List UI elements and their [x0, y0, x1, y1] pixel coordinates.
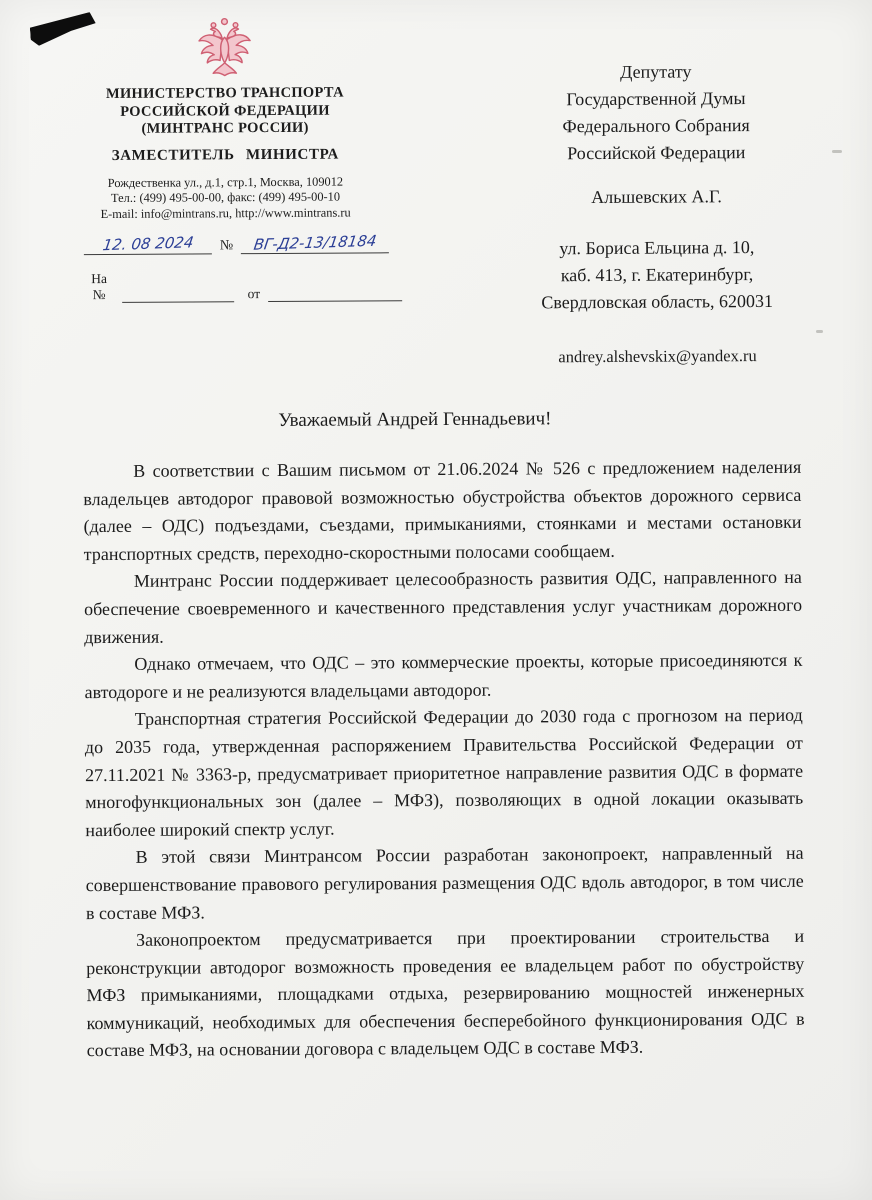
- ministry-name-line1: МИНИСТЕРСТВО ТРАНСПОРТА: [105, 84, 344, 103]
- letterhead-block: [48, 10, 402, 303]
- incoming-ref-row: [84, 269, 402, 303]
- recipient-title-line3: Федерального Собрания: [562, 115, 750, 137]
- incoming-date-blank: [268, 284, 402, 302]
- outgoing-ref-row: [84, 233, 402, 255]
- handwritten-number: ВГ-Д2-13/18184: [252, 231, 378, 254]
- ministry-address: Рождественка ул., д.1, стр.1, Москва, 109012: [107, 174, 344, 190]
- paragraph: В соответствии с Вашим письмом от 21.06.2024 № 526 с предложением наделения владельцев автодорог правовой возможностью обустройства объектов дорожного сервиса (далее – ОДС) подъездами, съездами, примыканиями, стоянками и местами остановки транспортных средств, переходно-скоростными полосами сообщаем.: [83, 456, 802, 564]
- paragraph: Законопроектом предусматривается при проектировании строительства и реконструкции автодорог возможность проведения ее владельцем работ по обустройству МФЗ примыканиями, площадками отдыха, резервированию мощностей инженерных коммуникаций, необходимых для обеспечения бесперебойного функционирования ОДС в составе МФЗ, на основании договора с владельцем ОДС в составе МФЗ.: [86, 925, 805, 1061]
- outgoing-date-blank: [84, 234, 212, 255]
- paragraph: Однако отмечаем, что ОДС – это коммерческие проекты, которые присоединяются к автодороге и не реализуются владельцами автодорог.: [84, 649, 803, 702]
- recipient-title-line2: Государственной Думы: [566, 88, 746, 110]
- letter-body: [83, 454, 805, 1065]
- outgoing-number-blank: [241, 233, 389, 254]
- recipient-name: Альшевских А.Г.: [591, 186, 722, 208]
- paragraph: Минтранс России поддерживает целесообразность развития ОДС, направленного на обеспечение своевременного и качественного представления услуг участникам дорожного движения.: [83, 567, 803, 647]
- number-sign: №: [219, 238, 234, 254]
- recipient-address: [502, 234, 812, 317]
- na-no-label: На №: [91, 271, 108, 303]
- salutation: Уважаемый Андрей Геннадьевич!: [278, 408, 552, 431]
- ministry-email-site: E-mail: info@mintrans.ru, http://www.mintrans.ru: [100, 205, 351, 221]
- ministry-name-line3: (МИНТРАНС РОССИИ): [141, 119, 309, 137]
- ministry-contacts: [49, 174, 401, 223]
- recipient-title-line1: Депутату: [620, 61, 692, 82]
- coat-of-arms: [48, 10, 400, 86]
- ministry-phone-fax: Тел.: (499) 495-00-00, факс: (499) 495-00-10: [110, 189, 341, 205]
- recipient-title-line4: Российской Федерации: [567, 142, 746, 164]
- handwritten-date: 12. 08 2024: [101, 233, 195, 255]
- paragraph: Транспортная стратегия Российской Федерации до 2030 года с прогнозом на период до 2035 года, утвержденная распоряжением Правительства Российской Федерации от 27.11.2021 № 3363-р, предусматривает приоритетное направление развития ОДС в формате многофункциональных зон (далее – МФЗ), позволяющих в одной локации оказывать наиболее широкий спектр услуг.: [84, 705, 804, 840]
- recipient-address-line2: каб. 413, г. Екатеринбург,: [560, 264, 754, 286]
- recipient-address-line1: ул. Бориса Ельцина д. 10,: [559, 237, 755, 259]
- recipient-address-line3: Свердловская область, 620031: [541, 290, 774, 313]
- ministry-name-line2: РОССИЙСКОЙ ФЕДЕРАЦИИ: [120, 102, 330, 120]
- sender-position: ЗАМЕСТИТЕЛЬ МИНИСТРА: [111, 146, 339, 164]
- double-headed-eagle-icon: [195, 16, 253, 80]
- paragraph: В этой связи Минтрансом России разработан законопроект, направленный на совершенствование правового регулирования размещения ОДС вдоль автодорог, в том числе в составе МФЗ.: [85, 843, 804, 923]
- ot-label: от: [247, 286, 261, 302]
- recipient-email: andrey.alshevskix@yandex.ru: [558, 346, 757, 367]
- recipient-block: [501, 58, 813, 371]
- incoming-number-blank: [122, 285, 233, 303]
